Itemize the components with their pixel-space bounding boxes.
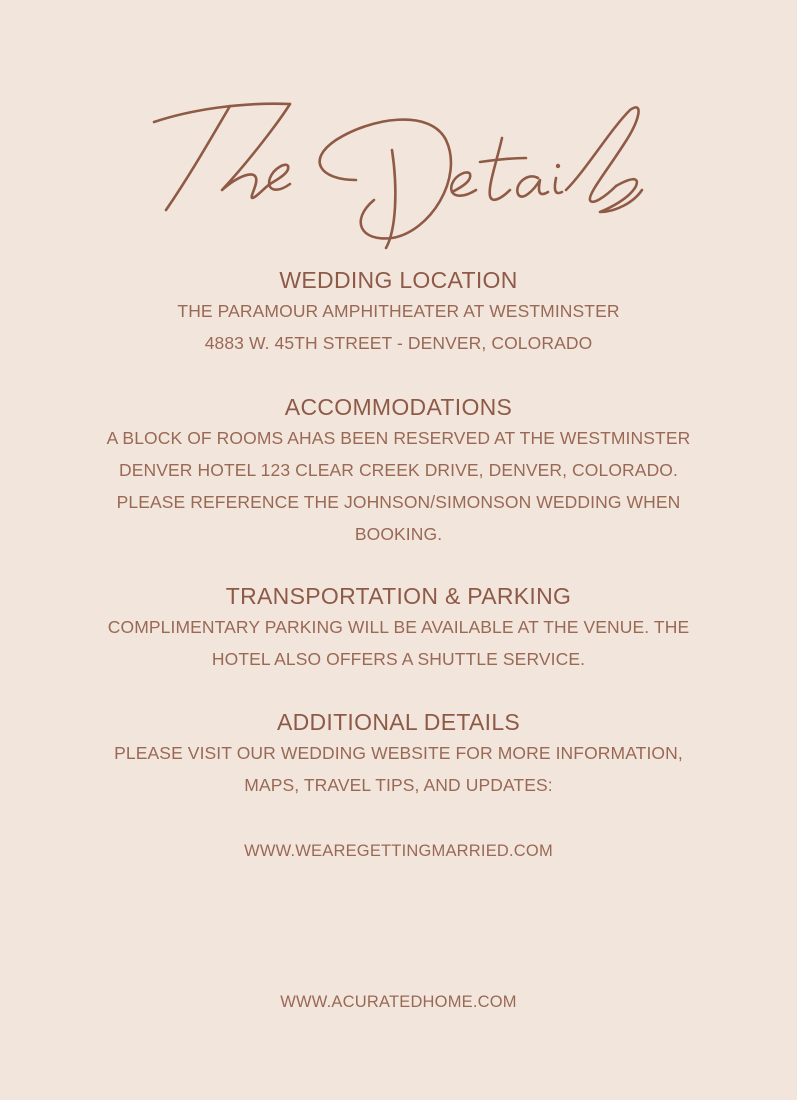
body-line: DENVER HOTEL 123 CLEAR CREEK DRIVE, DENVER, COLORADO. — [119, 460, 678, 480]
section-body — [80, 737, 717, 801]
footer-website-link[interactable]: WWW.ACURATEDHOME.COM — [280, 993, 517, 1011]
section-heading: WEDDING LOCATION — [279, 267, 518, 293]
section-heading: ADDITIONAL DETAILS — [276, 709, 521, 735]
body-line: COMPLIMENTARY PARKING WILL BE AVAILABLE AT THE VENUE. THE — [107, 617, 690, 637]
accommodations-section — [80, 392, 717, 550]
body-line: MAPS, TRAVEL TIPS, AND UPDATES: — [244, 775, 553, 795]
transportation-section — [80, 581, 717, 675]
body-line: THE PARAMOUR AMPHITHEATER AT WESTMINSTER — [177, 301, 620, 321]
page-title — [130, 80, 670, 260]
body-line: 4883 W. 45TH STREET - DENVER, COLORADO — [204, 333, 593, 353]
script-title-lettering — [130, 80, 670, 260]
wedding-website-link[interactable]: WWW.WEAREGETTINGMARRIED.COM — [244, 842, 553, 860]
wedding-location-section — [80, 265, 717, 359]
section-body — [80, 295, 717, 359]
section-heading: ACCOMMODATIONS — [284, 394, 513, 420]
body-line: A BLOCK OF ROOMS AHAS BEEN RESERVED AT THE WESTMINSTER — [106, 428, 691, 448]
body-line: PLEASE REFERENCE THE JOHNSON/SIMONSON WEDDING WHEN — [116, 492, 681, 512]
section-heading: TRANSPORTATION & PARKING — [225, 583, 572, 609]
section-body — [80, 422, 717, 550]
body-line: PLEASE VISIT OUR WEDDING WEBSITE FOR MORE INFORMATION, — [114, 743, 683, 763]
body-line: HOTEL ALSO OFFERS A SHUTTLE SERVICE. — [211, 649, 586, 669]
section-body — [80, 611, 717, 675]
additional-details-section — [80, 707, 717, 801]
body-line: BOOKING. — [354, 524, 443, 544]
